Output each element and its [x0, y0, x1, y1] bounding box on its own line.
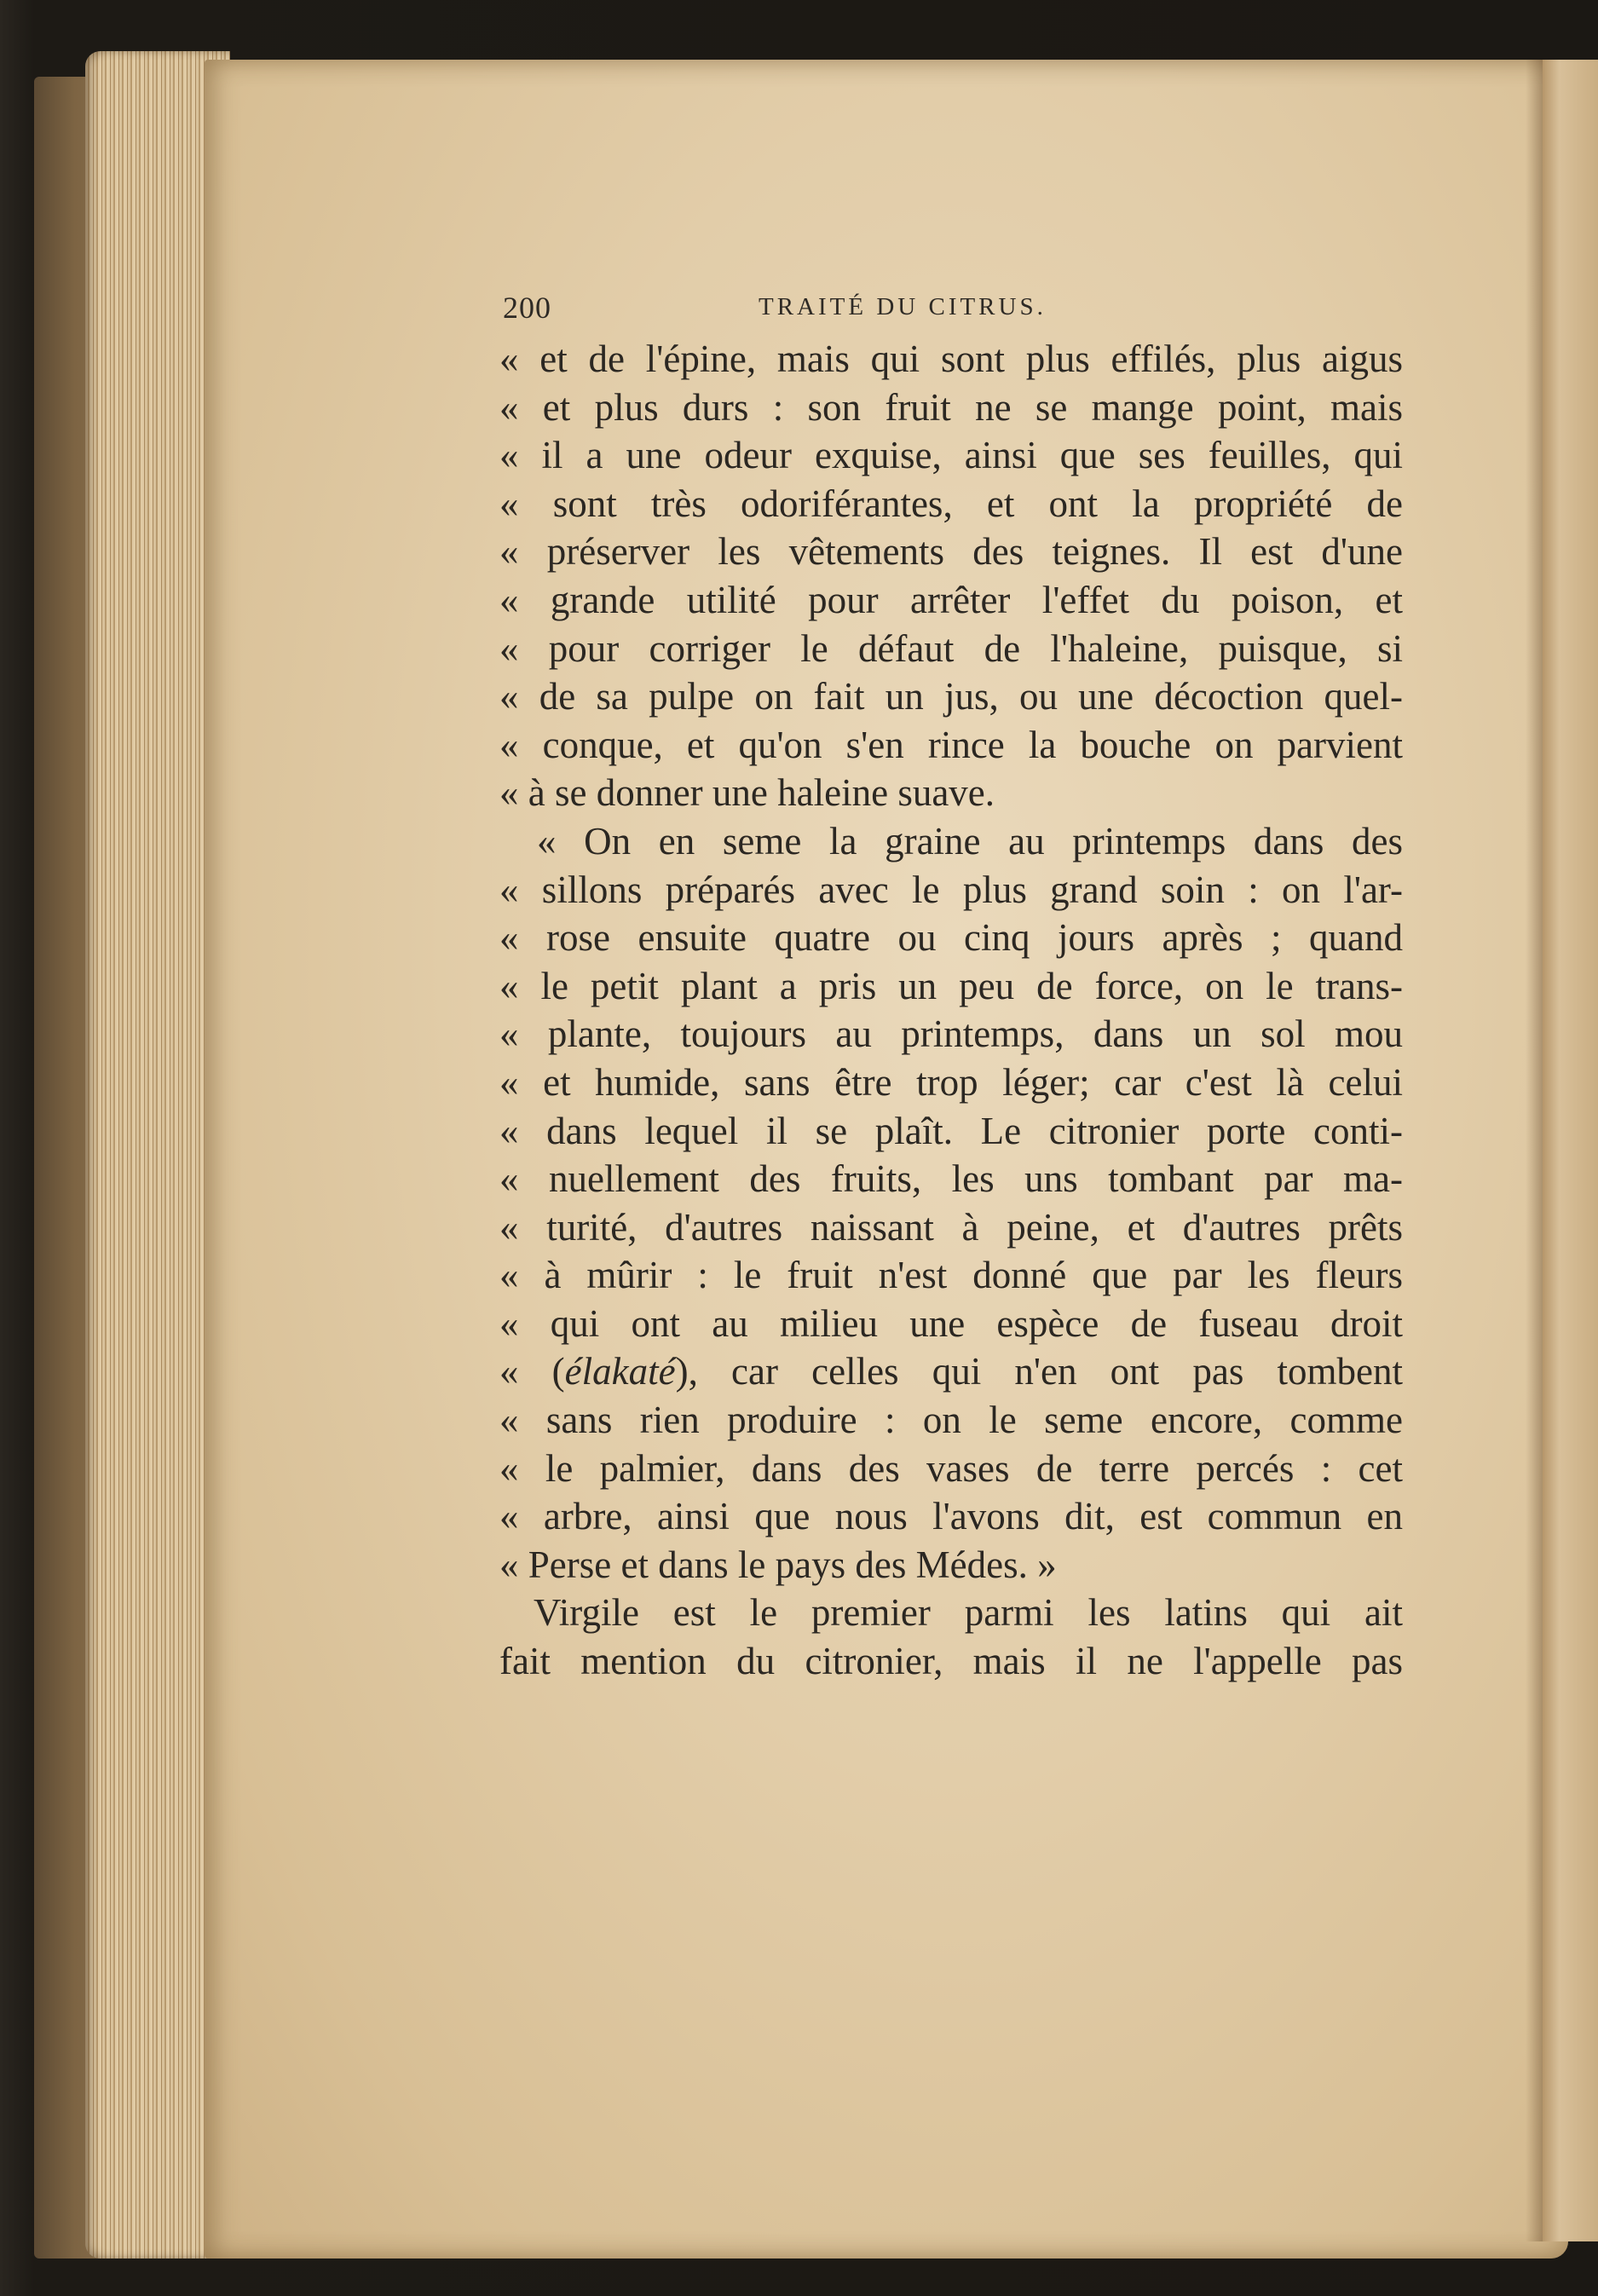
text-line: « de sa pulpe on fait un jus, ou une décoction quel-	[499, 675, 1403, 718]
text-line: fait mention du citronier, mais il ne l'appelle pas	[499, 1640, 1403, 1683]
text-line: « turité, d'autres naissant à peine, et d'autres prêts	[499, 1205, 1403, 1249]
text-line: « et plus durs : son fruit ne se mange point, mais	[499, 385, 1403, 429]
text-line: « dans lequel il se plaît. Le citronier porte conti-	[499, 1109, 1403, 1152]
paragraph-start-line: « On en seme la graine au printemps dans des	[537, 819, 1403, 862]
text-line: « le petit plant a pris un peu de force, on le trans-	[499, 964, 1403, 1007]
page-number: 200	[503, 291, 551, 325]
text-line: « grande utilité pour arrêter l'effet du poison, et	[499, 578, 1403, 621]
italic-term: élakaté	[564, 1350, 676, 1393]
text-line: « le palmier, dans des vases de terre percés : cet	[499, 1446, 1403, 1490]
line-rest: ), car celles qui n'en ont pas tombent	[675, 1350, 1403, 1393]
text-line: « qui ont au milieu une espèce de fuseau droit	[499, 1301, 1403, 1345]
text-line: « conque, et qu'on s'en rince la bouche on parvient	[499, 723, 1403, 766]
running-head	[503, 290, 1142, 332]
line-prefix: « (	[499, 1350, 565, 1393]
paragraph-start-line: Virgile est le premier parmi les latins qui ait	[534, 1591, 1403, 1635]
facing-page-edge	[1543, 60, 1598, 2241]
text-line: « et de l'épine, mais qui sont plus effilés, plus aigus	[499, 337, 1403, 380]
text-line: « plante, toujours au printemps, dans un sol mou	[499, 1012, 1403, 1056]
text-line: « à se donner une haleine suave.	[499, 771, 995, 815]
body-text	[499, 335, 1403, 1686]
text-line: « arbre, ainsi que nous l'avons dit, est commun en	[499, 1495, 1403, 1538]
text-line: « à mûrir : le fruit n'est donné que par les fleurs	[499, 1254, 1403, 1297]
text-line: « et humide, sans être trop léger; car c'est là celui	[499, 1060, 1403, 1104]
text-line: « sillons préparés avec le plus grand soin : on l'ar-	[499, 868, 1403, 911]
text-line: « pour corriger le défaut de l'haleine, puisque, si	[499, 626, 1403, 670]
text-line: « rose ensuite quatre ou cinq jours après ; quand	[499, 916, 1403, 960]
running-title: TRAITÉ DU CITRUS.	[759, 293, 1047, 320]
text-line: « préserver les vêtements des teignes. Il est d'une	[499, 530, 1403, 574]
text-line: « sont très odoriférantes, et ont la propriété de	[499, 482, 1403, 525]
text-line: « Perse et dans le pays des Médes. »	[499, 1543, 1057, 1586]
text-line: « il a une odeur exquise, ainsi que ses feuilles, qui	[499, 434, 1403, 477]
text-line: « sans rien produire : on le seme encore, comme	[499, 1399, 1403, 1442]
text-line: « nuellement des fruits, les uns tombant par ma-	[499, 1157, 1403, 1201]
text-line-with-italic	[499, 1347, 1403, 1396]
